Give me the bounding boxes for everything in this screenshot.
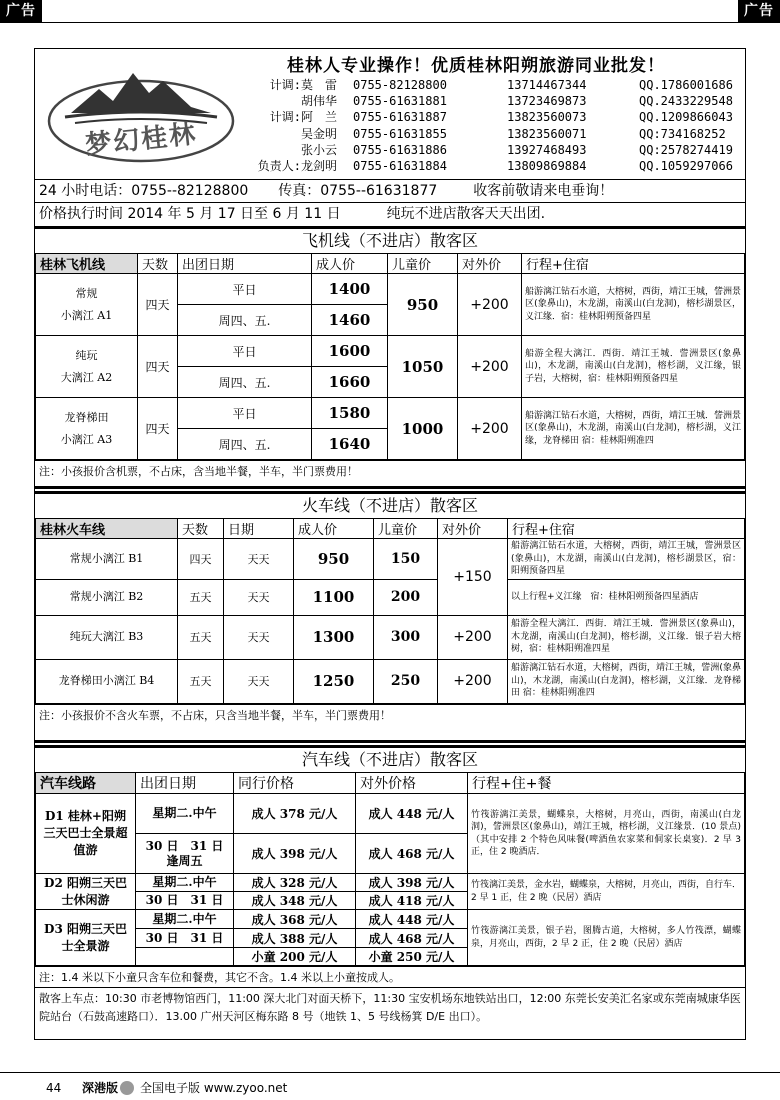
- train-row: [36, 579, 745, 615]
- ad-label-right: 广告: [738, 0, 780, 22]
- bus-date: 星期二.中午: [136, 794, 234, 834]
- bus-date: 星期二.中午: [136, 910, 234, 929]
- train-date: 天天: [224, 659, 294, 703]
- bus-header: 出团日期: [136, 773, 234, 794]
- contact-label: 计调:: [269, 110, 301, 125]
- bus-header: 同行价格: [234, 773, 356, 794]
- train-adult-price: 1100: [294, 579, 374, 615]
- train-itinerary: 船游全程大漓江．西街．靖江王城．訾洲景区(象鼻山)，木龙湖，南溪山(白龙洞)，榕杉湖，义江缘．银子岩大榕树，宿：桂林阳朔准四星: [508, 615, 745, 659]
- bus-date: 30 日 31 日 逢周五: [136, 834, 234, 874]
- plane-date: 周四、五.: [178, 305, 312, 336]
- bus-peer-price: 成人 388 元/人: [234, 929, 356, 948]
- contact-name: 阿 兰: [301, 110, 338, 125]
- contact-row: [253, 126, 733, 142]
- plane-adult-price: 1580: [312, 398, 388, 429]
- bus-peer-price: 成人 328 元/人: [234, 874, 356, 892]
- train-days: 五天: [178, 579, 224, 615]
- train-ext-price: +150: [438, 539, 508, 616]
- plane-ext-price: +200: [458, 274, 522, 336]
- plane-row: [36, 336, 745, 367]
- plane-itinerary: 船游全程大漓江．西街．靖江王城．訾洲景区(象鼻山)，木龙湖，南溪山(白龙洞)，榕杉湖，义江缘，银子岩，大榕树，宿：桂林阳朔预备四星: [522, 336, 745, 398]
- train-header: 日期: [224, 519, 294, 539]
- bus-row: [36, 874, 745, 892]
- plane-table: [35, 253, 745, 460]
- plane-ext-price: +200: [458, 398, 522, 460]
- plane-days: 四天: [138, 274, 178, 336]
- contact-row: [253, 77, 733, 93]
- train-header: 天数: [178, 519, 224, 539]
- website: 全国电子版 www.zyoo.net: [140, 1081, 288, 1095]
- contact-name: 胡伟华: [301, 94, 338, 109]
- contact-label: [253, 126, 301, 142]
- bus-section: [35, 745, 745, 1041]
- contact-mobile: 13809869884: [507, 159, 587, 174]
- plane-adult-price: 1660: [312, 367, 388, 398]
- train-ext-price: +200: [438, 659, 508, 703]
- period-bar: [35, 202, 745, 225]
- train-days: 五天: [178, 615, 224, 659]
- logo: [41, 59, 241, 169]
- train-table: [35, 518, 745, 704]
- contact-row: [253, 93, 733, 109]
- bus-header: 对外价格: [356, 773, 468, 794]
- plane-date: 周四、五.: [178, 429, 312, 460]
- bus-peer-price: 成人 378 元/人: [234, 794, 356, 834]
- bus-ext-price: 成人 398 元/人: [356, 874, 468, 892]
- plane-child-price: 1050: [388, 336, 458, 398]
- contact-tel: 0755-61631886: [353, 142, 447, 157]
- contact-mobile: 13723469873: [507, 94, 587, 109]
- train-date: 天天: [224, 539, 294, 580]
- hotline: 24 小时电话：0755--82128800: [39, 183, 249, 199]
- contact-qq: QQ.1059297066: [639, 159, 733, 174]
- plane-date: 平日: [178, 336, 312, 367]
- route-line1: 常规: [75, 286, 98, 300]
- bus-route-name: D3 阳朔三天巴士全景游: [36, 910, 136, 966]
- contact-label: 计调:: [269, 78, 301, 92]
- train-adult-price: 950: [294, 539, 374, 580]
- plane-header: 天数: [138, 254, 178, 274]
- plane-header: 行程+住宿: [522, 254, 745, 274]
- contact-tel: 0755-61631881: [353, 94, 447, 109]
- train-row: [36, 615, 745, 659]
- plane-itinerary: 船游漓江钻石水道，大榕树，西街，靖江王城．訾洲景区(象鼻山)，木龙湖，南溪山(白龙洞)，榕杉湖，义江缘，龙脊梯田 宿：桂林阳朔准四: [522, 398, 745, 460]
- bus-route-name: D1 桂林+阳朔三天巴士全景超值游: [36, 794, 136, 874]
- contact-label: [253, 142, 301, 158]
- plane-date: 周四、五.: [178, 367, 312, 398]
- bus-peer-price: 成人 368 元/人: [234, 910, 356, 929]
- plane-days: 四天: [138, 398, 178, 460]
- plane-ext-price: +200: [458, 336, 522, 398]
- train-header: 行程+住宿: [508, 519, 745, 539]
- plane-header: 儿童价: [388, 254, 458, 274]
- bus-header-row: [36, 773, 745, 794]
- bus-itinerary: 竹筏游漓江美景，蝴蝶泉，大榕树，月亮山，西街，南溪山(白龙洞)，訾洲景区(象鼻山)，靖江王城，榕杉湖，义江缘景．(10 景点)（其中安排 2 个特色风味餐(啤酒鱼农家菜和侗家长桌宴)．2 早 3 正，住 2 晚酒店．: [468, 794, 745, 874]
- plane-note: 注：小孩报价含机票，不占床，含当地半餐，半车，半门票费用！: [35, 460, 745, 481]
- bus-table: [35, 772, 745, 966]
- fax: 传真：0755--61631877: [278, 183, 438, 199]
- plane-route-name: [36, 336, 138, 398]
- contact-mobile: 13927468493: [507, 142, 587, 157]
- plane-header: 成人价: [312, 254, 388, 274]
- contact-label: [253, 93, 301, 109]
- bus-itinerary: 竹筏游漓江美景，银子岩，图腾古道，大榕树，多人竹筏漂，蝴蝶泉，月亮山，西街，2 早 2 正，住 2 晚（民居）酒店: [468, 910, 745, 966]
- top-rule: [0, 22, 780, 23]
- train-child-price: 150: [374, 539, 438, 580]
- plane-section: [35, 226, 745, 489]
- plane-header: 对外价: [458, 254, 522, 274]
- train-section: [35, 491, 745, 743]
- train-header: 儿童价: [374, 519, 438, 539]
- route-line1: 龙脊梯田: [64, 410, 109, 424]
- train-itinerary: 船游漓江钻石水道，大榕树，西街，靖江王城，訾洲景区(象鼻山)，木龙湖，南溪山(白龙洞)，榕杉湖景区，宿：阳朔预备四星: [508, 539, 745, 580]
- plane-date: 平日: [178, 398, 312, 429]
- bus-row: [36, 910, 745, 929]
- plane-header-row: [36, 254, 745, 274]
- page-number: 44: [46, 1081, 62, 1095]
- bus-header: 汽车线路: [36, 773, 136, 794]
- train-days: 五天: [178, 659, 224, 703]
- slogan: 桂林人专业操作！优质桂林阳朔旅游同业批发！: [287, 56, 665, 76]
- bus-header: 行程+住+餐: [468, 773, 745, 794]
- promise: 纯玩不进店散客天天出团.: [386, 206, 546, 222]
- contact-name: 张小云: [301, 142, 338, 157]
- train-route-name: 龙脊梯田小漓江 B4: [36, 659, 178, 703]
- route-line2: 大漓江 A2: [60, 370, 113, 384]
- train-header-row: [36, 519, 745, 539]
- bus-ext-price: 小童 250 元/人: [356, 948, 468, 966]
- bus-date: 30 日 31 日: [136, 892, 234, 910]
- train-header: 桂林火车线: [36, 519, 178, 539]
- plane-title: 飞机线（不进店）散客区: [301, 231, 478, 250]
- bus-date: 30 日 31 日: [136, 929, 234, 948]
- contact-name: 莫 雷: [301, 78, 338, 92]
- train-days: 四天: [178, 539, 224, 580]
- bus-row: [36, 794, 745, 834]
- contact-qq: QQ:2578274419: [639, 142, 733, 157]
- bus-peer-price: 小童 200 元/人: [234, 948, 356, 966]
- route-line1: 纯玩: [75, 348, 98, 362]
- plane-days: 四天: [138, 336, 178, 398]
- plane-child-price: 1000: [388, 398, 458, 460]
- plane-route-name: [36, 274, 138, 336]
- bus-note: 注：1.4 米以下小童只含车位和餐费，其它不含。1.4 米以上小童按成人。: [35, 966, 745, 987]
- bus-peer-price: 成人 348 元/人: [234, 892, 356, 910]
- contact-tel: 0755-82128800: [353, 78, 447, 92]
- contact-qq: QQ.1786001686: [639, 78, 733, 92]
- plane-itinerary: 船游漓江钻石水道，大榕树，西街，靖江王城，訾洲景区(象鼻山)，木龙湖，南溪山(白龙洞)，榕杉湖景区，义江缘．宿：桂林阳朔预备四星: [522, 274, 745, 336]
- contact-mobile: 13823560071: [507, 126, 587, 141]
- train-child-price: 200: [374, 579, 438, 615]
- bus-peer-price: 成人 398 元/人: [234, 834, 356, 874]
- contact-tel: 0755-61631887: [353, 110, 447, 125]
- train-route-name: 常规小漓江 B1: [36, 539, 178, 580]
- pickup-points: 散客上车点：10:30 市老博物馆西门，11:00 深大北门对面天桥下，11:30 宝安机场东地铁站出口，12:00 东莞长安美汇名家或东莞南城康华医院站台（石鼓高速路口）．13.00 广州天河区梅东路 8 号（地铁 1、5 号线杨箕 D/E 出口）。: [35, 987, 745, 1028]
- contact-mobile: 13714467344: [507, 78, 587, 92]
- plane-adult-price: 1600: [312, 336, 388, 367]
- contact-qq: QQ.1209866043: [639, 110, 733, 125]
- footer: [0, 1076, 780, 1100]
- train-itinerary: 以上行程+义江缘 宿：桂林阳朔预备四星酒店: [508, 579, 745, 615]
- contact-mobile: 13823560073: [507, 110, 587, 125]
- contact-name: 龙剑明: [301, 159, 338, 174]
- train-route-name: 常规小漓江 B2: [36, 579, 178, 615]
- bus-ext-price: 成人 448 元/人: [356, 794, 468, 834]
- bus-route-name: D2 阳朔三天巴士休闲游: [36, 874, 136, 910]
- contact-qq: QQ:734168252: [639, 126, 726, 141]
- plane-adult-price: 1400: [312, 274, 388, 305]
- edition: 深港版: [82, 1081, 119, 1095]
- plane-child-price: 950: [388, 274, 458, 336]
- plane-adult-price: 1460: [312, 305, 388, 336]
- train-row: [36, 659, 745, 703]
- contact-row: [253, 109, 733, 125]
- bus-itinerary: 竹筏漓江美景，金水岩，蝴蝶泉，大榕树，月亮山，西街，自行车． 2 早 1 正，住 2 晚（民居）酒店: [468, 874, 745, 910]
- train-date: 天天: [224, 615, 294, 659]
- train-ext-price: +200: [438, 615, 508, 659]
- train-route-name: 纯玩大漓江 B3: [36, 615, 178, 659]
- train-header: 对外价: [438, 519, 508, 539]
- contact-tel: 0755-61631884: [353, 159, 447, 174]
- contact-row: [253, 158, 733, 174]
- hotline-bar: [35, 179, 745, 202]
- route-line2: 小漓江 A1: [60, 308, 113, 322]
- train-date: 天天: [224, 579, 294, 615]
- train-itinerary: 船游漓江钻石水道，大榕树，西街，靖江王城，訾洲(象鼻山)，木龙湖，南溪山(白龙洞)，榕杉湖，义江缘．龙脊梯田 宿：桂林阳朔准四: [508, 659, 745, 703]
- contact-list: [253, 77, 733, 174]
- contact-qq: QQ.2433229548: [639, 94, 733, 109]
- bus-ext-price: 成人 448 元/人: [356, 910, 468, 929]
- ad-frame: [34, 48, 746, 1040]
- train-note: 注：小孩报价不含火车票，不占床，只含当地半餐，半车，半门票费用！: [35, 704, 745, 725]
- train-row: [36, 539, 745, 580]
- train-title: 火车线（不进店）散客区: [301, 496, 478, 515]
- train-adult-price: 1250: [294, 659, 374, 703]
- plane-header: 桂林飞机线: [36, 254, 138, 274]
- plane-date: 平日: [178, 274, 312, 305]
- contact-label: 负责人:: [257, 159, 301, 174]
- bus-ext-price: 成人 468 元/人: [356, 929, 468, 948]
- plane-route-name: [36, 398, 138, 460]
- train-adult-price: 1300: [294, 615, 374, 659]
- train-header: 成人价: [294, 519, 374, 539]
- train-child-price: 250: [374, 659, 438, 703]
- price-period: 价格执行时间 2014 年 5 月 17 日至 6 月 11 日: [39, 206, 341, 222]
- plane-adult-price: 1640: [312, 429, 388, 460]
- globe-icon: [120, 1081, 134, 1095]
- route-line2: 小漓江 A3: [60, 432, 113, 446]
- ad-label-left: 广告: [0, 0, 42, 22]
- plane-row: [36, 398, 745, 429]
- bus-date: [136, 948, 234, 966]
- bus-ext-price: 成人 418 元/人: [356, 892, 468, 910]
- plane-row: [36, 274, 745, 305]
- confirm-note: 收客前敬请来电垂询！: [473, 183, 614, 199]
- bottom-rule: [0, 1072, 780, 1073]
- contact-row: [253, 142, 733, 158]
- bus-title: 汽车线（不进店）散客区: [301, 750, 478, 769]
- train-child-price: 300: [374, 615, 438, 659]
- header: [35, 49, 745, 179]
- contact-name: 吴金明: [301, 126, 338, 141]
- logo-text: 梦幻桂林: [84, 119, 199, 161]
- plane-header: 出团日期: [178, 254, 312, 274]
- bus-date: 星期二.中午: [136, 874, 234, 892]
- bus-ext-price: 成人 468 元/人: [356, 834, 468, 874]
- contact-tel: 0755-61631855: [353, 126, 447, 141]
